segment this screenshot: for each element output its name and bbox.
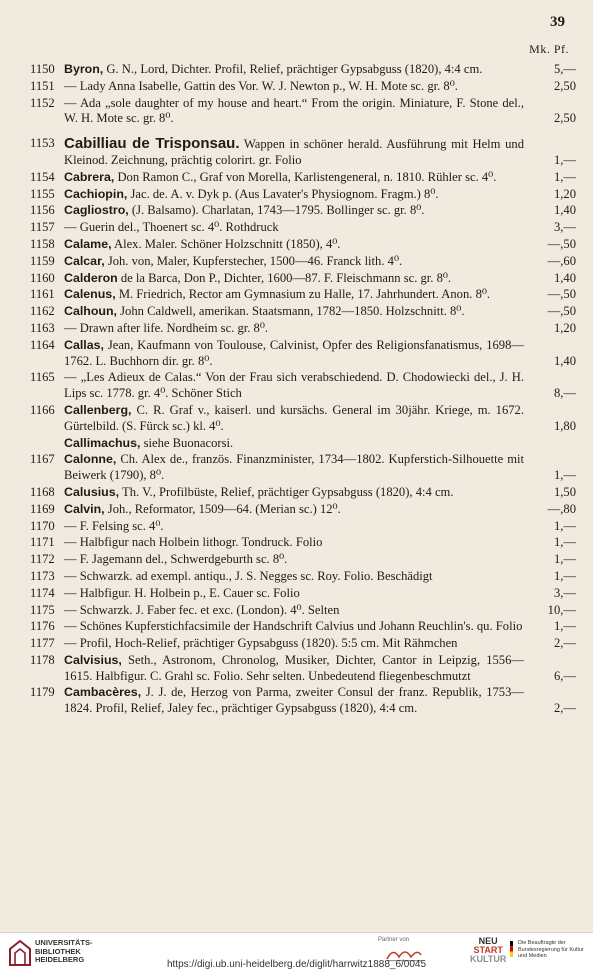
entry-text (64, 636, 576, 652)
entry-description: — F. Jagemann del., Schwerdgeburth sc. 8⁰. (64, 552, 288, 567)
entry-text (64, 403, 576, 435)
entry-name: Calhoun, (64, 304, 117, 319)
entry-number: 1154 (30, 169, 55, 184)
footer-bar (0, 932, 593, 975)
entry-description: — Halbfigur. H. Holbein p., E. Cauer sc. Folio (64, 585, 300, 600)
entry-number: 1168 (30, 484, 55, 499)
entry-price: 2,— (553, 636, 576, 651)
catalog-entry (30, 304, 576, 320)
entry-price: 10,— (547, 602, 576, 617)
entry-number: 1164 (30, 337, 55, 352)
entry-description: Don Ramon C., Graf von Morella, Karlistengeneral, n. 1810. Rühler sc. 4⁰. (117, 169, 497, 184)
entry-description: — Drawn after life. Nordheim sc. gr. 8⁰. (64, 320, 269, 335)
entry-price: 2,50 (553, 111, 576, 126)
entry-number: 1169 (30, 501, 55, 516)
entry-number: 1158 (30, 236, 55, 251)
catalog-entry (30, 136, 576, 169)
entry-text (64, 271, 576, 287)
entry-description: — Ada „sole daughter of my house and heart.“ From the origin. Miniature, F. Stone del., W. H. Mote sc. gr. 8⁰. (64, 95, 524, 126)
entry-price: 8,— (553, 386, 576, 401)
entry-description: Joh., Reformator, 1509—64. (Merian sc.) 12⁰. (107, 501, 341, 516)
entry-name: Calenus, (64, 287, 116, 302)
entry-price: 1,40 (553, 353, 576, 368)
entry-number: 1171 (30, 535, 55, 550)
catalog-entry (30, 485, 576, 501)
entry-number: 1172 (30, 552, 55, 567)
entry-name: Cabrera, (64, 169, 115, 184)
entry-price: 1,40 (553, 203, 576, 218)
entry-description: Seth., Astronom, Chronolog, Musiker, Dichter, Cantor in Leipzig, 1556—1615. Halbfigur. C. Grahl sc. Folio. Sehr selten. Unbedeutend fliegenbeschmutzt (64, 652, 524, 683)
entry-number: 1155 (30, 186, 55, 201)
entry-price: 1,— (553, 468, 576, 483)
entry-text (64, 436, 576, 452)
catalog-entry (30, 535, 576, 551)
entry-number: 1178 (30, 652, 55, 667)
entry-description: M. Friedrich, Rector am Gymnasium zu Halle, 17. Jahrhundert. Anon. 8⁰. (118, 287, 491, 302)
catalog-entry (30, 370, 576, 402)
entry-name: Callas, (64, 337, 104, 352)
entry-number: 1177 (30, 636, 55, 651)
entry-text (64, 220, 576, 236)
entry-number: 1166 (30, 402, 55, 417)
entry-description: Th. V., Profilbüste, Relief, prächtiger Gypsabguss (1820), 4:4 cm. (122, 484, 454, 499)
entry-price: —,60 (547, 253, 576, 268)
catalog-entry (30, 436, 576, 452)
entry-price: 6,— (553, 668, 576, 683)
entry-number: 1167 (30, 452, 55, 467)
entry-description: — Guerin del., Thoenert sc. 4⁰. Rothdruck (64, 220, 279, 235)
entry-text (64, 552, 576, 568)
entry-description: Joh. von, Maler, Kupferstecher, 1500—46. Franck lith. 4⁰. (107, 253, 403, 268)
entry-text (64, 586, 576, 602)
entry-name: Cambacères, (64, 685, 142, 700)
entry-text (64, 370, 576, 402)
catalog-entry (30, 619, 576, 635)
entry-description: — Halbfigur nach Holbein lithogr. Tondruck. Folio (64, 535, 323, 550)
catalog-entry (30, 603, 576, 619)
library-name: UNIVERSITÄTS- BIBLIOTHEK HEIDELBERG (35, 938, 93, 965)
entry-description: (J. Balsamo). Charlatan, 1743—1795. Bollinger sc. gr. 8⁰. (131, 203, 425, 218)
entry-description: G. N., Lord, Dichter. Profil, Relief, prächtiger Gypsabguss (1820), 4:4 cm. (106, 62, 483, 76)
entry-price: —,50 (547, 236, 576, 251)
entry-number: 1151 (30, 78, 55, 93)
entry-name: Calderon (64, 270, 118, 285)
entry-text (64, 485, 576, 501)
entry-description: — Profil, Hoch-Relief, prächtiger Gypsabguss (1820). 5:5 cm. Mit Rähmchen (64, 636, 458, 651)
entry-number: 1150 (30, 62, 55, 76)
entry-text (64, 203, 576, 219)
catalog-entry (30, 203, 576, 219)
price-column-header: Mk. Pf. (529, 42, 569, 56)
entry-description: — F. Felsing sc. 4⁰. (64, 518, 164, 533)
catalog-entry (30, 220, 576, 236)
entry-description: Ch. Alex de., französ. Finanzminister, 1734—1802. Kupferstich-Silhouette mit Beiwerk (1790), 8⁰. (64, 452, 524, 483)
entry-name: Calcar, (64, 253, 105, 268)
partner-label: Partner von (378, 937, 410, 943)
entry-name: Calvisius, (64, 652, 122, 667)
entry-name: Cabilliau de Trisponsau. (64, 135, 240, 153)
entry-number: 1176 (30, 619, 55, 634)
entry-number: 1175 (30, 602, 55, 617)
entry-text (64, 619, 576, 635)
entry-number: 1174 (30, 585, 55, 600)
entry-text (64, 321, 576, 337)
catalog-entry (30, 586, 576, 602)
entry-description: Jean, Kaufmann von Toulouse, Calvinist, Opfer des Religionsfanatismus, 1698—1762. L. Buchhorn dir. gr. 8⁰. (64, 337, 524, 368)
entry-price: 1,20 (553, 186, 576, 201)
catalog-entry (30, 187, 576, 203)
entry-name: Calusius, (64, 484, 120, 499)
catalog-entry (30, 79, 576, 95)
catalog-entry (30, 321, 576, 337)
entry-number: 1153 (30, 136, 55, 151)
entry-price: 1,20 (553, 320, 576, 335)
entry-text (64, 187, 576, 203)
entry-name: Callimachus, (64, 435, 141, 450)
entry-text (64, 519, 576, 535)
source-url[interactable]: https://digi.ub.uni-heidelberg.de/diglit/harrwitz1888_6/0045 (166, 959, 427, 970)
catalog-entry (30, 569, 576, 585)
entry-description: — Schwarzk. J. Faber fec. et exc. (London). 4⁰. Selten (64, 602, 340, 617)
entry-price: 1,50 (553, 484, 576, 499)
entry-number: 1179 (30, 685, 55, 700)
entry-price: 1,— (553, 568, 576, 583)
entry-number: 1170 (30, 518, 55, 533)
entry-text (64, 569, 576, 585)
entry-text (64, 502, 576, 518)
entry-text (64, 304, 576, 320)
entry-description: Alex. Maler. Schöner Holzschnitt (1850), 4⁰. (114, 236, 341, 251)
entry-text (64, 96, 576, 128)
entry-price: 3,— (553, 585, 576, 600)
entry-name: Calvin, (64, 501, 105, 516)
entry-description: Wappen in schöner herald. Ausführung mit Helm und Kleinod. Zeichnung, prächtig colorirt. gr. Folio (64, 137, 524, 167)
entry-price: 1,— (553, 619, 576, 634)
entry-description: de la Barca, Don P., Dichter, 1600—87. F. Fleischmann sc. gr. 8⁰. (120, 270, 452, 285)
entry-text (64, 170, 576, 186)
entry-price: 5,— (553, 62, 576, 76)
entry-text (64, 237, 576, 253)
entry-price: 1,— (553, 535, 576, 550)
entry-number: 1157 (30, 220, 55, 235)
entry-text (64, 452, 576, 484)
entry-number: 1162 (30, 304, 55, 319)
catalog-entry (30, 502, 576, 518)
entry-description: — Lady Anna Isabelle, Gattin des Vor. W. J. Newton p., W. H. Mote sc. gr. 8⁰. (64, 78, 458, 93)
entry-price: 3,— (553, 220, 576, 235)
entry-text (64, 254, 576, 270)
catalog-entry (30, 287, 576, 303)
entry-text (64, 287, 576, 303)
entry-description: — „Les Adieux de Calas.“ Von der Frau sich verabschiedend. D. Chodowiecki del., J. H. Lips sc. 1778. gr. 4⁰. Schöner Stich (64, 370, 524, 401)
entry-number: 1159 (30, 253, 55, 268)
entry-price: —,50 (547, 287, 576, 302)
entry-text (64, 535, 576, 551)
catalog-entry (30, 685, 576, 717)
entry-name: Calonne, (64, 452, 117, 467)
entry-description: Jac. de. A. v. Dyk p. (Aus Lavater's Physiognom. Fragm.) 8⁰. (130, 186, 439, 201)
entry-description: J. J. de, Herzog von Parma, zweiter Consul der franz. Republik, 1753—1824. Profil, Relief, Jaley fec., prächtiger Gypsabguss (1820), 4:4 cm. (64, 685, 524, 716)
federal-commissioner-text: Die Beauftragte der Bundesregierung für Kultur und Medien (518, 940, 584, 959)
entry-number: 1165 (30, 370, 55, 385)
entry-name: Cagliostro, (64, 203, 129, 218)
entry-description: C. R. Graf v., kaiserl. und kursächs. General im 30jähr. Kriege, m. 1672. Gürtelbild. (S. Fürck sc.) kl. 4⁰. (64, 402, 525, 433)
entry-name: Byron, (64, 62, 104, 76)
entry-price: 1,80 (553, 418, 576, 433)
entry-price: 1,40 (553, 270, 576, 285)
entry-price: 1,— (553, 552, 576, 567)
entry-number: 1161 (30, 287, 55, 302)
catalog-entry (30, 636, 576, 652)
entry-number: 1160 (30, 270, 55, 285)
entry-price: 2,50 (553, 78, 576, 93)
entry-number: 1173 (30, 568, 55, 583)
catalog-entry (30, 552, 576, 568)
catalog-entries (30, 62, 576, 718)
entry-text (64, 685, 576, 717)
entry-name: Callenberg, (64, 402, 132, 417)
entry-text (64, 338, 576, 370)
entry-description: siehe Buonacorsi. (143, 435, 234, 450)
entry-price: 1,— (553, 152, 576, 167)
entry-description: — Schwarzk. ad exempl. antiqu., J. S. Negges sc. Roy. Folio. Beschädigt (64, 568, 433, 583)
neustart-kultur-logo: NEU START KULTUR (470, 936, 507, 964)
catalog-entry (30, 653, 576, 685)
entry-number: 1152 (30, 95, 55, 110)
federal-flag-icon (510, 941, 513, 957)
entry-price: —,80 (547, 501, 576, 516)
catalog-entry (30, 62, 576, 78)
entry-text (64, 79, 576, 95)
catalog-entry (30, 96, 576, 128)
catalog-entry (30, 271, 576, 287)
entry-price: 2,— (553, 701, 576, 716)
entry-price: 1,— (553, 518, 576, 533)
entry-price: 1,— (553, 169, 576, 184)
catalog-entry (30, 170, 576, 186)
catalog-entry (30, 254, 576, 270)
catalog-entry (30, 237, 576, 253)
entry-text (64, 603, 576, 619)
entry-price: —,50 (547, 304, 576, 319)
entry-name: Calame, (64, 236, 112, 251)
catalog-entry (30, 519, 576, 535)
catalog-entry (30, 338, 576, 370)
entry-number: 1163 (30, 320, 55, 335)
entry-text (64, 136, 576, 169)
entry-description: John Caldwell, amerikan. Staatsmann, 1782—1850. Holzschnitt. 8⁰. (120, 304, 465, 319)
entry-number: 1156 (30, 203, 55, 218)
entry-description: — Schönes Kupferstichfacsimile der Handschrift Calvius und Johann Reuchlin's. qu. Folio (64, 619, 523, 634)
catalog-entry (30, 403, 576, 435)
entry-name: Cachiopin, (64, 186, 128, 201)
catalog-entry (30, 452, 576, 484)
page-number: 39 (550, 14, 565, 30)
entry-text (64, 653, 576, 685)
entry-text (64, 62, 576, 78)
